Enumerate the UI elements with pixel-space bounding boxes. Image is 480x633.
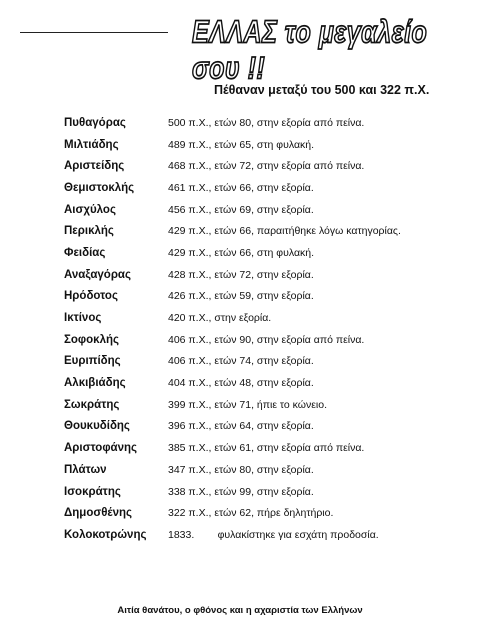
person-name: Ευριπίδης bbox=[64, 355, 121, 368]
list-item bbox=[64, 502, 464, 524]
person-name: Ηρόδοτος bbox=[64, 290, 118, 303]
death-detail: 399 π.Χ., ετών 71, ήπιε το κώνειο. bbox=[168, 398, 328, 411]
person-name: Αριστείδης bbox=[64, 160, 125, 173]
death-detail: 406 π.Χ., ετών 74, στην εξορία. bbox=[168, 355, 314, 368]
death-detail: 420 π.Χ., στην εξορία. bbox=[168, 312, 272, 325]
person-name: Κολοκοτρώνης bbox=[64, 528, 147, 541]
list-item bbox=[64, 416, 464, 438]
list-item bbox=[64, 329, 464, 351]
person-name: Σοφοκλής bbox=[64, 333, 119, 346]
list-item bbox=[64, 307, 464, 329]
death-detail: 322 π.Χ., ετών 62, πήρε δηλητήριο. bbox=[168, 507, 334, 520]
death-detail: 347 π.Χ., ετών 80, στην εξορία. bbox=[168, 463, 314, 476]
death-detail: 426 π.Χ., ετών 59, στην εξορία. bbox=[168, 290, 314, 303]
list-item bbox=[64, 459, 464, 481]
footer-caption: Αιτία θανάτου, ο φθόνος και η αχαριστία των Ελλήνων bbox=[117, 605, 363, 616]
list-item bbox=[64, 177, 464, 199]
person-name: Θεμιστοκλής bbox=[64, 181, 135, 194]
death-detail: 406 π.Χ., ετών 90, στην εξορία από πείνα. bbox=[168, 333, 365, 346]
person-name: Ικτίνος bbox=[64, 312, 102, 325]
death-detail: 500 π.Χ., ετών 80, στην εξορία από πείνα. bbox=[168, 116, 365, 129]
death-detail: 1833. φυλακίστηκε για εσχάτη προδοσία. bbox=[168, 528, 379, 541]
list-item bbox=[64, 524, 464, 546]
entries-list bbox=[64, 112, 464, 546]
person-name: Δημοσθένης bbox=[64, 507, 133, 520]
list-item bbox=[64, 264, 464, 286]
death-detail: 468 π.Χ., ετών 72, στην εξορία από πείνα. bbox=[168, 160, 365, 173]
person-name: Αριστοφάνης bbox=[64, 442, 138, 455]
person-name: Ισοκράτης bbox=[64, 485, 121, 498]
page-subtitle: Πέθαναν μεταξύ του 500 και 322 π.Χ. bbox=[214, 83, 430, 97]
list-item bbox=[64, 351, 464, 373]
list-item bbox=[64, 372, 464, 394]
person-name: Περικλής bbox=[64, 225, 114, 238]
headline-banner: ΕΛΛΑΣ το μεγαλείο σου !! bbox=[192, 14, 428, 86]
list-item bbox=[64, 112, 464, 134]
list-item bbox=[64, 155, 464, 177]
person-name: Πλάτων bbox=[64, 463, 107, 476]
person-name: Φειδίας bbox=[64, 246, 106, 259]
list-item bbox=[64, 199, 464, 221]
death-detail: 456 π.Χ., ετών 69, στην εξορία. bbox=[168, 203, 314, 216]
death-detail: 338 π.Χ., ετών 99, στην εξορία. bbox=[168, 485, 314, 498]
list-item bbox=[64, 437, 464, 459]
person-name: Αλκιβιάδης bbox=[64, 377, 126, 390]
death-detail: 429 π.Χ., ετών 66, παραιτήθηκε λόγω κατηγορίας. bbox=[168, 225, 401, 238]
person-name: Μιλτιάδης bbox=[64, 138, 119, 151]
list-item bbox=[64, 242, 464, 264]
death-detail: 461 π.Χ., ετών 66, στην εξορία. bbox=[168, 181, 314, 194]
person-name: Θουκυδίδης bbox=[64, 420, 130, 433]
death-detail: 404 π.Χ., ετών 48, στην εξορία. bbox=[168, 377, 314, 390]
list-item bbox=[64, 134, 464, 156]
list-item bbox=[64, 394, 464, 416]
death-detail: 489 π.Χ., ετών 65, στη φυλακή. bbox=[168, 138, 315, 151]
person-name: Αναξαγόρας bbox=[64, 268, 131, 281]
person-name: Αισχύλος bbox=[64, 203, 116, 216]
list-item bbox=[64, 220, 464, 242]
death-detail: 396 π.Χ., ετών 64, στην εξορία. bbox=[168, 420, 314, 433]
person-name: Πυθαγόρας bbox=[64, 116, 126, 129]
death-detail: 429 π.Χ., ετών 66, στη φυλακή. bbox=[168, 246, 315, 259]
death-detail: 385 π.Χ., ετών 61, στην εξορία από πείνα. bbox=[168, 442, 365, 455]
list-item bbox=[64, 286, 464, 308]
list-item bbox=[64, 481, 464, 503]
top-rule bbox=[20, 32, 168, 33]
death-detail: 428 π.Χ., ετών 72, στην εξορία. bbox=[168, 268, 314, 281]
person-name: Σωκράτης bbox=[64, 398, 120, 411]
